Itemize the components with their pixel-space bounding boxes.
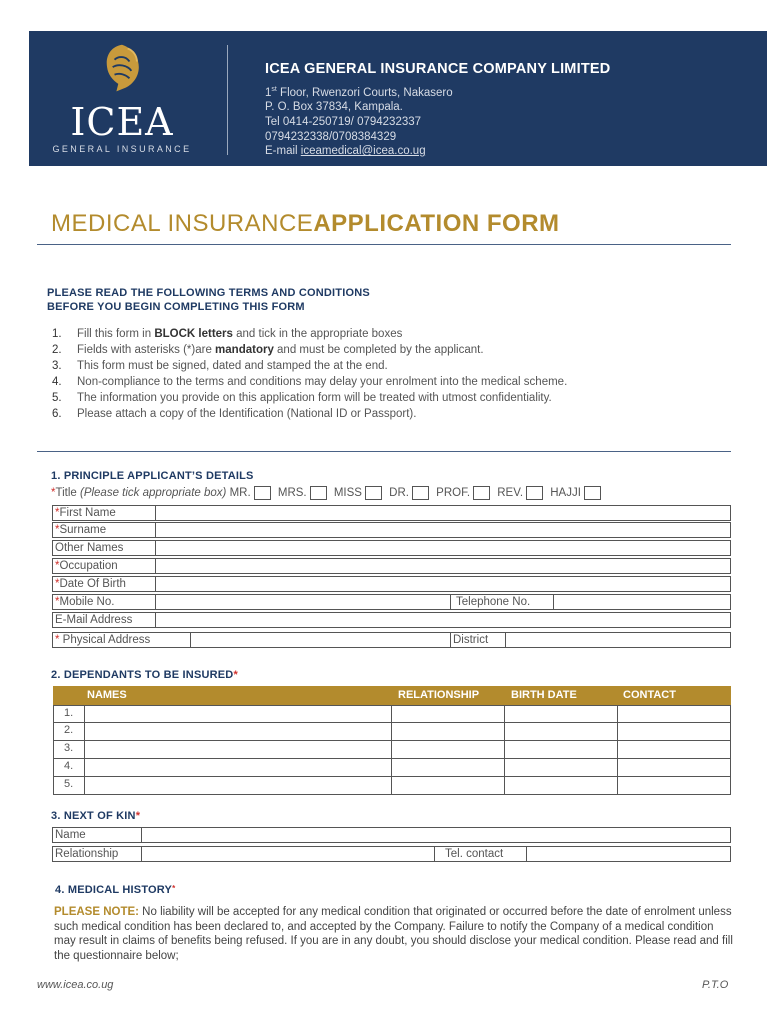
company-logo bbox=[47, 41, 197, 159]
terms-heading: PLEASE READ THE FOLLOWING TERMS AND CONDITIONS BEFORE YOU BEGIN COMPLETING THIS FORM bbox=[47, 287, 370, 313]
kin-name-field[interactable]: Name bbox=[52, 827, 731, 843]
email-link[interactable]: iceamedical@icea.co.ug bbox=[300, 145, 426, 158]
address-line-pobox: P. O. Box 37834, Kampala. bbox=[265, 101, 403, 114]
list-item: 3. This form must be signed, dated and stamped the at the end. bbox=[52, 360, 388, 372]
section3-heading: 3. NEXT OF KIN* bbox=[51, 810, 141, 822]
district-label: District bbox=[453, 634, 489, 646]
address-line-floor: 1st Floor, Rwenzori Courts, Nakasero bbox=[265, 86, 453, 99]
checkbox-mrs[interactable] bbox=[310, 486, 327, 500]
kin-tel-label: Tel. contact bbox=[445, 848, 504, 860]
checkbox-dr[interactable] bbox=[412, 486, 429, 500]
other-names-field[interactable]: Other Names bbox=[52, 540, 731, 556]
checkbox-mr[interactable] bbox=[254, 486, 271, 500]
list-item: 5. The information you provide on this application form will be treated with utmost confidentiality. bbox=[52, 392, 552, 404]
dependants-table-header: NAMES RELATIONSHIP BIRTH DATE CONTACT bbox=[53, 686, 731, 705]
form-title: MEDICAL INSURANCEAPPLICATION FORM bbox=[51, 210, 560, 237]
address-line-tel1: Tel 0414-250719/ 0794232337 bbox=[265, 116, 422, 129]
dependants-table bbox=[53, 705, 731, 795]
surname-field[interactable]: *Surname bbox=[52, 522, 731, 538]
address-line-tel2: 0794232338/0708384329 bbox=[265, 130, 397, 143]
table-row[interactable]: 4. bbox=[53, 759, 731, 777]
telephone-label: Telephone No. bbox=[456, 596, 531, 608]
section1-heading: 1. PRINCIPLE APPLICANT’S DETAILS bbox=[51, 470, 254, 482]
checkbox-hajji[interactable] bbox=[584, 486, 601, 500]
pto-label: P.T.O bbox=[702, 979, 729, 991]
company-address bbox=[265, 83, 453, 159]
title-rule bbox=[37, 244, 731, 245]
company-name: ICEA GENERAL INSURANCE COMPANY LIMITED bbox=[265, 61, 611, 77]
address-line-email: E-mail iceamedical@icea.co.ug bbox=[265, 145, 426, 158]
table-row[interactable]: 2. bbox=[53, 723, 731, 741]
mobile-field[interactable]: *Mobile No. Telephone No. bbox=[52, 594, 731, 610]
website-link[interactable]: www.icea.co.ug bbox=[37, 979, 114, 991]
header-divider bbox=[227, 45, 228, 155]
list-item: 4. Non-compliance to the terms and conditions may delay your enrolment into the medical scheme. bbox=[52, 376, 568, 388]
list-item: 1. Fill this form in BLOCK letters and tick in the appropriate boxes bbox=[52, 328, 403, 340]
occupation-field[interactable]: *Occupation bbox=[52, 558, 731, 574]
physical-address-field[interactable]: * Physical Address District bbox=[52, 632, 731, 648]
table-row[interactable]: 5. bbox=[53, 777, 731, 795]
table-row[interactable]: 3. bbox=[53, 741, 731, 759]
checkbox-rev[interactable] bbox=[526, 486, 543, 500]
list-item: 6. Please attach a copy of the Identification (National ID or Passport). bbox=[52, 408, 417, 420]
first-name-field[interactable]: *First Name bbox=[52, 505, 731, 521]
lion-icon bbox=[94, 41, 150, 97]
checkbox-miss[interactable] bbox=[365, 486, 382, 500]
logo-subtitle: GENERAL INSURANCE bbox=[52, 144, 192, 154]
checkbox-prof[interactable] bbox=[473, 486, 490, 500]
title-selector: *Title (Please tick appropriate box) MR. MRS. MISS DR. PROF. REV. HAJJI bbox=[51, 486, 605, 500]
list-item: 2. Fields with asterisks (*)are mandatory and must be completed by the applicant. bbox=[52, 344, 484, 356]
header-banner bbox=[29, 31, 767, 166]
section2-heading: 2. DEPENDANTS TO BE INSURED* bbox=[51, 669, 238, 681]
kin-relationship-field[interactable]: Relationship Tel. contact bbox=[52, 846, 731, 862]
email-field[interactable]: E-Mail Address bbox=[52, 612, 731, 628]
medical-note: PLEASE NOTE: No liability will be accepted for any medical condition that originated or occurred before the date of enrolment unless such medical condition has been declared to, and accepted by the Company. Failure to notify the Company of a medical condition may result in claims of benefits being refused. If you are in any doubt, you should disclose your medical condition. Please read and fill the questionnaire below; bbox=[54, 906, 733, 962]
table-row[interactable]: 1. bbox=[53, 705, 731, 723]
dob-field[interactable]: *Date Of Birth bbox=[52, 576, 731, 592]
logo-wordmark: ICEA bbox=[70, 100, 174, 144]
terms-rule bbox=[37, 451, 731, 452]
terms-list bbox=[52, 326, 567, 422]
section4-heading: 4. MEDICAL HISTORY* bbox=[55, 884, 176, 896]
